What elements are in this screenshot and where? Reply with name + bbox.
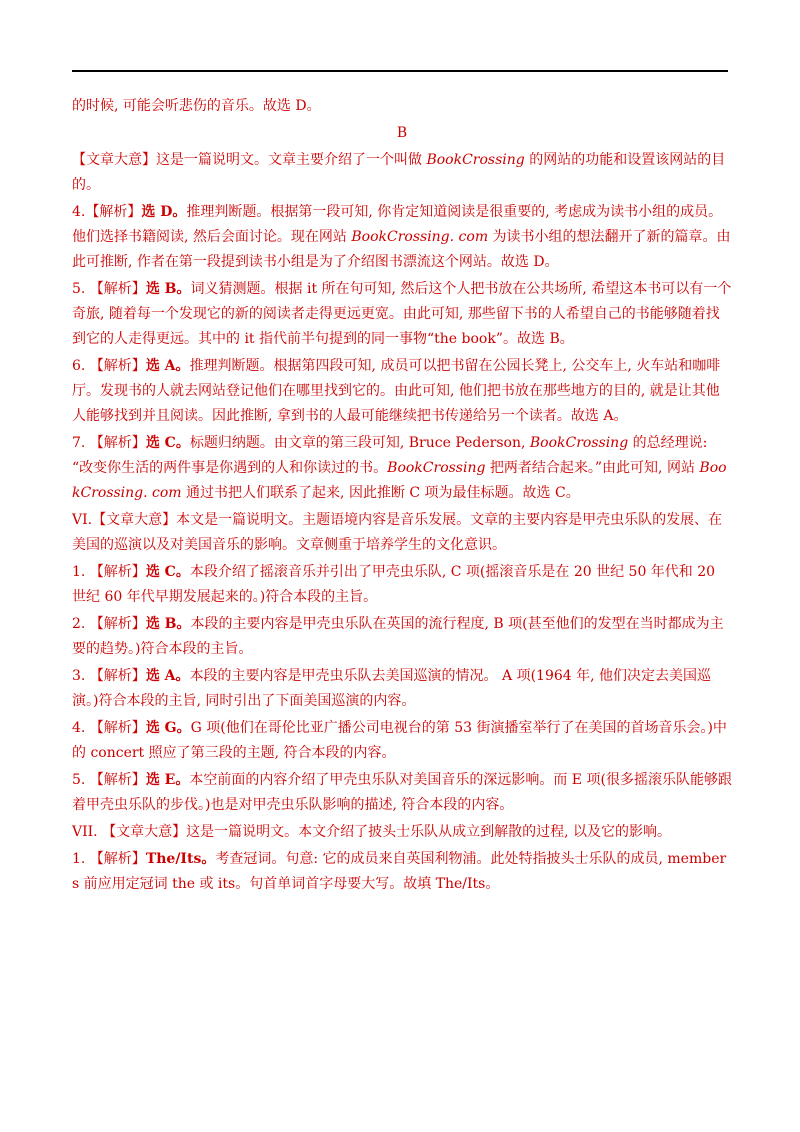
- answer-label: 选 A。: [145, 358, 190, 374]
- text-segment: 5. 【解析】: [72, 281, 146, 297]
- paragraph-p10: [72, 716, 732, 766]
- section-heading: [72, 121, 732, 146]
- document-body: [72, 94, 732, 897]
- website-name: BookCrossing. com: [351, 229, 489, 245]
- paragraph-p2: [72, 200, 732, 275]
- website-name: BookCrossing: [387, 460, 486, 476]
- text-segment: 2. 【解析】: [72, 616, 146, 632]
- text-segment: 的时候, 可能会听悲伤的音乐。故选 D。: [72, 98, 321, 114]
- answer-label: 选 B。: [145, 281, 191, 297]
- paragraph-p6: [72, 508, 732, 558]
- text-segment: 本段的主要内容是甲壳虫乐队在英国的流行程度, B 项(甚至他们的发型在当时都成为主要的趋势。)符合本段的主旨。: [72, 616, 724, 657]
- answer-label: 选 C。: [145, 564, 190, 580]
- answer-label: 选 G。: [145, 720, 191, 736]
- paragraph-p9: [72, 664, 732, 714]
- text-segment: 5. 【解析】: [72, 772, 146, 788]
- paragraph-p5: [72, 431, 732, 506]
- paragraph-p1: [72, 148, 732, 198]
- answer-label: 选 E。: [145, 772, 190, 788]
- text-segment: 4. 【解析】: [72, 720, 146, 736]
- text-segment: 1. 【解析】: [72, 851, 146, 867]
- paragraph-p13: [72, 847, 732, 897]
- paragraph-p11: [72, 768, 732, 818]
- paragraph-p3: [72, 277, 732, 352]
- paragraph-p12: [72, 820, 732, 845]
- header-rule: [72, 70, 728, 72]
- text-segment: 把两者结合起来。”由此可知, 网站: [485, 460, 700, 476]
- paragraph-p0: [72, 94, 732, 119]
- text-segment: 的总经理说: “改变你生活的两件事是你遇到的人和你读过的书。: [72, 435, 708, 476]
- website-name: BookCrossing. com: [72, 460, 727, 501]
- text-segment: 1. 【解析】: [72, 564, 146, 580]
- answer-label: The/Its。: [145, 851, 216, 867]
- paragraph-p8: [72, 612, 732, 662]
- text-segment: 考查冠词。句意: 它的成员来自英国利物浦。此处特指披头士乐队的成员, members 前应用定冠词 the 或 its。句首单词首字母要大写。故填 The/Its。: [72, 851, 727, 892]
- text-segment: VI.【文章大意】本文是一篇说明文。主题语境内容是音乐发展。文章的主要内容是甲壳虫乐队的发展、在美国的巡演以及对美国音乐的影响。文章侧重于培养学生的文化意识。: [72, 512, 723, 553]
- text-segment: 推理判断题。根据第四段可知, 成员可以把书留在公园长凳上, 公交车上, 火车站和咖啡厅。发现书的人就去网站登记他们在哪里找到它的。由此可知, 他们把书放在那些地方的目的, 就是让其他人能够找到并且阅读。因此推断, 拿到书的人最可能继续把书传递给另一个读者。故选 A。: [72, 358, 721, 424]
- answer-label: 选 D。: [141, 204, 187, 220]
- text-segment: 6. 【解析】: [72, 358, 146, 374]
- paragraph-p4: [72, 354, 732, 429]
- website-name: BookCrossing: [529, 435, 629, 451]
- text-segment: 3. 【解析】: [72, 668, 146, 684]
- text-segment: 【文章大意】这是一篇说明文。文章主要介绍了一个叫做: [72, 152, 427, 168]
- paragraph-p7: [72, 560, 732, 610]
- text-segment: 词义猜测题。根据 it 所在句可知, 然后这个人把书放在公共场所, 希望这本书可以有一个奇旅, 随着每一个发现它的新的阅读者走得更远更宽。由此可知, 那些留下书的人希望自己的书能够随着找到它的人走得更远。其中的 it 指代前半句提到的同一事物“the book”。故选 B。: [72, 281, 732, 347]
- text-segment: 为读书小组的想法翻开了新的篇章。由此可推断, 作者在第一段提到读书小组是为了介绍图书漂流这个网站。故选 D。: [72, 229, 731, 270]
- text-segment: VII. 【文章大意】这是一篇说明文。本文介绍了披头士乐队从成立到解散的过程, 以及它的影响。: [72, 824, 671, 840]
- answer-label: 选 C。: [145, 435, 190, 451]
- text-segment: 的网站的功能和设置该网站的目的。: [72, 152, 726, 193]
- text-segment: 本空前面的内容介绍了甲壳虫乐队对美国音乐的深远影响。而 E 项(很多摇滚乐队能够跟着甲壳虫乐队的步伐。)也是对甲壳虫乐队影响的描述, 符合本段的内容。: [72, 772, 732, 813]
- text-segment: G 项(他们在哥伦比亚广播公司电视台的第 53 街演播室举行了在美国的首场音乐会。)中的 concert 照应了第三段的主题, 符合本段的内容。: [72, 720, 727, 761]
- text-segment: 标题归纳题。由文章的第三段可知, Bruce Pederson,: [189, 435, 530, 451]
- website-name: BookCrossing: [426, 152, 525, 168]
- text-segment: 通过书把人们联系了起来, 因此推断 C 项为最佳标题。故选 C。: [181, 485, 580, 501]
- text-segment: 4.【解析】: [72, 204, 142, 220]
- text-segment: B: [396, 125, 408, 141]
- answer-label: 选 B。: [145, 616, 191, 632]
- text-segment: 7. 【解析】: [72, 435, 146, 451]
- answer-label: 选 A。: [145, 668, 190, 684]
- text-segment: 推理判断题。根据第一段可知, 你肯定知道阅读是很重要的, 考虑成为读书小组的成员。他们选择书籍阅读, 然后会面讨论。现在网站: [72, 204, 723, 245]
- text-segment: 本段的主要内容是甲壳虫乐队去美国巡演的情况。 A 项(1964 年, 他们决定去美国巡演。)符合本段的主旨, 同时引出了下面美国巡演的内容。: [72, 668, 712, 709]
- text-segment: 本段介绍了摇滚音乐并引出了甲壳虫乐队, C 项(摇滚音乐是在 20 世纪 50 年代和 20 世纪 60 年代早期发展起来的。)符合本段的主旨。: [72, 564, 716, 605]
